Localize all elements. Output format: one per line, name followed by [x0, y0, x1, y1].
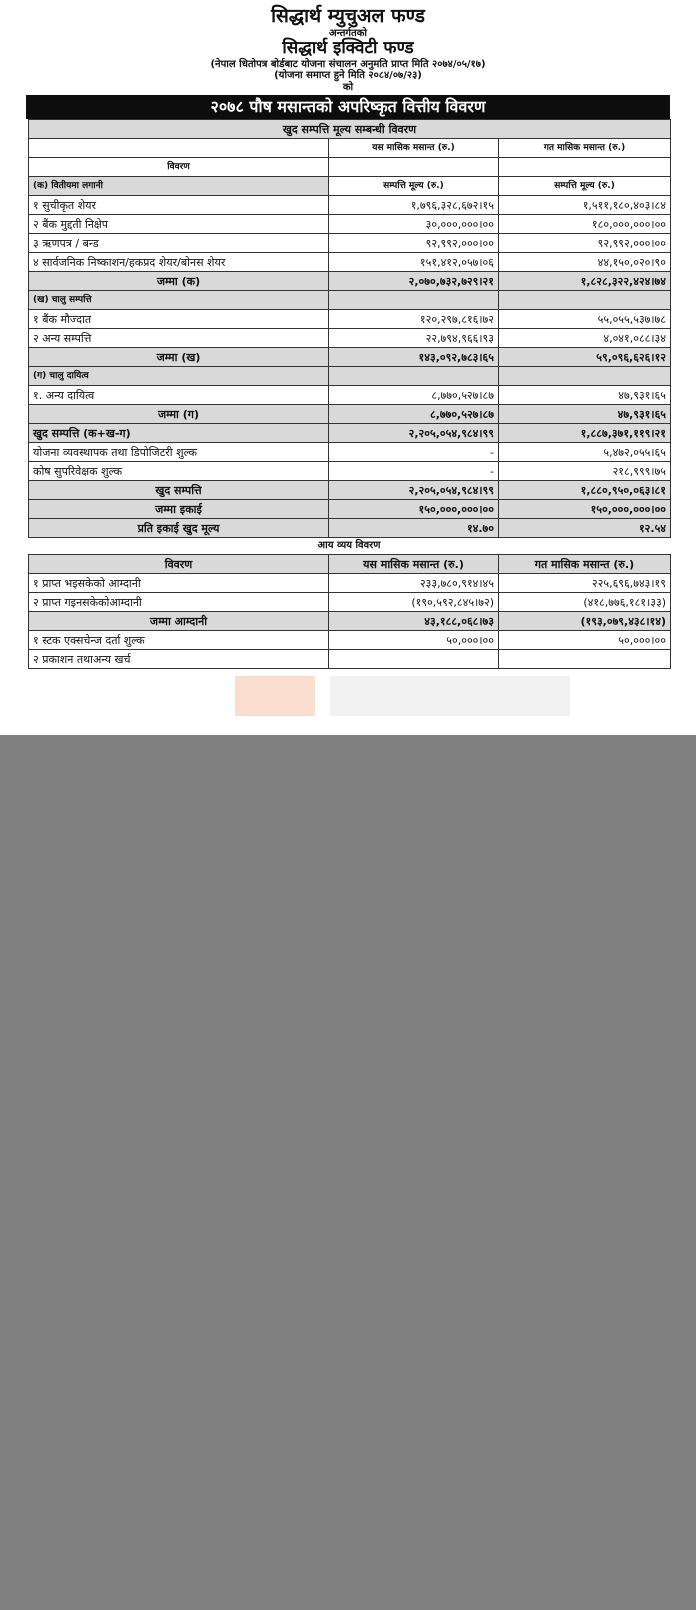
document-page	[0, 0, 696, 735]
gray-mask-overlay	[0, 735, 696, 1610]
total-previous: ५९,०९६,६२६।१२	[499, 348, 671, 367]
blank-cell	[499, 291, 671, 310]
row-current: ९२,९९२,०००।००	[329, 234, 499, 253]
table-row	[29, 386, 671, 405]
asset-value-header: सम्पत्ति मूल्य (रु.)	[499, 177, 671, 196]
current-assets-heading-row	[29, 291, 671, 310]
total-row	[29, 272, 671, 291]
table-row	[29, 310, 671, 329]
total-row	[29, 612, 671, 631]
ko-text: को	[342, 81, 354, 93]
row-current: १,७९६,३२८,६७२।१५	[329, 196, 499, 215]
row-label: १ सुचीकृत शेयर	[29, 196, 329, 215]
income-expense-title: आय व्यय विवरण	[317, 540, 381, 552]
table-row	[29, 631, 671, 650]
nav-column-header-row	[29, 139, 671, 158]
row-previous: ५५,०५५,५३७।७८	[499, 310, 671, 329]
watermark-overlay	[330, 676, 570, 716]
row-current: १२०,२९७,८१६।७२	[329, 310, 499, 329]
table-row	[29, 443, 671, 462]
row-current: २३३,७८०,९१४।४५	[329, 574, 499, 593]
income-column-header-row	[29, 555, 671, 574]
watermark-overlay	[235, 676, 315, 716]
table-row	[29, 253, 671, 272]
row-previous: ४७,९३१।६५	[499, 386, 671, 405]
maturity-date: (योजना समाप्त हुने मिति २०८४/०७/२३)	[274, 70, 422, 82]
table-row	[29, 574, 671, 593]
row-label: कोष सुपरिवेक्षक शुल्क	[29, 462, 329, 481]
document-header	[0, 0, 696, 93]
row-current: ३०,०००,०००।००	[329, 215, 499, 234]
net-assets-after-label: खुद सम्पत्ति	[29, 481, 329, 500]
row-current: (१९०,५९२,८४५।७२)	[329, 593, 499, 612]
income-col-details: विवरण	[29, 555, 329, 574]
total-income-previous: (१९३,०७९,४३८।१४)	[499, 612, 671, 631]
row-label: योजना व्यवस्थापक तथा डिपोजिटरी शुल्क	[29, 443, 329, 462]
row-label: २ अन्य सम्पत्ति	[29, 329, 329, 348]
total-previous: १,८२८,३२२,४२४।७४	[499, 272, 671, 291]
net-assets-after-current: २,२०५,०५४,९८४।९९	[329, 481, 499, 500]
under-text: अन्तर्गतको	[328, 27, 368, 39]
total-label: जम्मा (ख)	[29, 348, 329, 367]
row-previous: ५०,०००।००	[499, 631, 671, 650]
blank-cell	[329, 291, 499, 310]
nav-per-unit-row	[29, 519, 671, 538]
details-label: विवरण	[29, 158, 329, 177]
row-previous: ५,४७२,०५५।६५	[499, 443, 671, 462]
row-previous: २२५,६९६,७४३।१९	[499, 574, 671, 593]
total-units-row	[29, 500, 671, 519]
row-label: २ बैंक मुद्दती निक्षेप	[29, 215, 329, 234]
current-assets-heading: (ख) चालु सम्पत्ति	[29, 291, 329, 310]
total-units-current: १५०,०००,०००।००	[329, 500, 499, 519]
row-label: १ प्राप्त भइसकेको आम्दानी	[29, 574, 329, 593]
total-units-label: जम्मा इकाई	[29, 500, 329, 519]
row-current	[329, 650, 499, 669]
nav-per-unit-label: प्रति इकाई खुद मूल्य	[29, 519, 329, 538]
row-previous: २१८,९९९।७५	[499, 462, 671, 481]
row-previous: (४१८,७७६,१८१।३३)	[499, 593, 671, 612]
row-current: -	[329, 443, 499, 462]
row-label: १ बैंक मौज्दात	[29, 310, 329, 329]
current-liabilities-heading: (ग) चालु दायित्व	[29, 367, 329, 386]
net-assets-label: खुद सम्पत्ति (क+ख-ग)	[29, 424, 329, 443]
row-current: ५०,०००।००	[329, 631, 499, 650]
total-label: जम्मा (ग)	[29, 405, 329, 424]
col-current-header: यस मासिक मसान्त (रु.)	[329, 139, 499, 158]
investments-heading: (क) वितीयमा लगानी	[29, 177, 329, 196]
org-title: सिद्धार्थ म्युचुअल फण्ड	[271, 5, 425, 27]
row-previous: १,५११,१८०,४०३।८४	[499, 196, 671, 215]
total-previous: ४७,९३१।६५	[499, 405, 671, 424]
income-col-current: यस मासिक मसान्त (रु.)	[329, 555, 499, 574]
row-previous	[499, 650, 671, 669]
blank-cell	[29, 139, 329, 158]
row-current: २२,७९४,९६६।९३	[329, 329, 499, 348]
net-assets-previous: १,८८७,३७१,११९।२१	[499, 424, 671, 443]
total-income-label: जम्मा आम्दानी	[29, 612, 329, 631]
blank-cell	[329, 158, 499, 177]
total-current: ८,७७०,५२७।८७	[329, 405, 499, 424]
blank-cell	[499, 367, 671, 386]
row-current: -	[329, 462, 499, 481]
total-income-current: ४३,१८८,०६८।७३	[329, 612, 499, 631]
row-previous: ४,०४१,०८८।३४	[499, 329, 671, 348]
row-label: ३ ऋणपत्र / बन्ड	[29, 234, 329, 253]
row-current: ८,७७०,५२७।८७	[329, 386, 499, 405]
total-label: जम्मा (क)	[29, 272, 329, 291]
table-row	[29, 329, 671, 348]
income-table	[28, 554, 671, 669]
total-units-previous: १५०,०००,०००।००	[499, 500, 671, 519]
net-assets-after-row	[29, 481, 671, 500]
total-current: १४३,०९२,७८३।६५	[329, 348, 499, 367]
row-label: ४ सार्वजनिक निष्काशन/हकप्रद शेयर/बोनस शेयर	[29, 253, 329, 272]
report-title-banner: २०७८ पौष मसान्तको अपरिष्कृत वित्तीय विवरण	[26, 95, 670, 119]
table-row	[29, 234, 671, 253]
nav-section-title: खुद सम्पत्ति मूल्य सम्बन्धी विवरण	[29, 120, 671, 139]
asset-value-header: सम्पत्ति मूल्य (रु.)	[329, 177, 499, 196]
total-row	[29, 405, 671, 424]
total-row	[29, 348, 671, 367]
row-label: १. अन्य दायित्व	[29, 386, 329, 405]
net-assets-row	[29, 424, 671, 443]
table-row	[29, 196, 671, 215]
row-label: १ स्टक एक्सचेन्ज दर्ता शुल्क	[29, 631, 329, 650]
blank-cell	[499, 158, 671, 177]
details-row	[29, 158, 671, 177]
income-col-previous: गत मासिक मसान्त (रु.)	[499, 555, 671, 574]
nav-section-row	[29, 120, 671, 139]
nav-table	[28, 119, 671, 538]
blank-cell	[329, 367, 499, 386]
net-assets-after-previous: १,८८०,९५०,०६३।८१	[499, 481, 671, 500]
table-row	[29, 462, 671, 481]
total-current: २,०७०,७३२,७२९।२१	[329, 272, 499, 291]
row-label: २ प्रकाशन तथाअन्य खर्च	[29, 650, 329, 669]
row-previous: ९२,९९२,०००।००	[499, 234, 671, 253]
current-liabilities-heading-row	[29, 367, 671, 386]
table-row	[29, 593, 671, 612]
net-assets-current: २,२०५,०५४,९८४।९९	[329, 424, 499, 443]
row-current: १५१,४१२,०५७।०६	[329, 253, 499, 272]
row-label: २ प्राप्त गइनसकेकोआम्दानी	[29, 593, 329, 612]
approval-date: (नेपाल धितोपत्र बोर्डबाट योजना संचालन अनुमति प्राप्त मिति २०७४/०५/१७)	[210, 58, 486, 70]
col-previous-header: गत मासिक मसान्त (रु.)	[499, 139, 671, 158]
nav-per-unit-previous: १२.५४	[499, 519, 671, 538]
table-row	[29, 215, 671, 234]
row-previous: ४४,१५०,०२०।९०	[499, 253, 671, 272]
table-row	[29, 650, 671, 669]
nav-per-unit-current: १४.७०	[329, 519, 499, 538]
investments-heading-row	[29, 177, 671, 196]
row-previous: १८०,०००,०००।००	[499, 215, 671, 234]
fund-name: सिद्धार्थ इक्विटी फण्ड	[282, 38, 414, 59]
